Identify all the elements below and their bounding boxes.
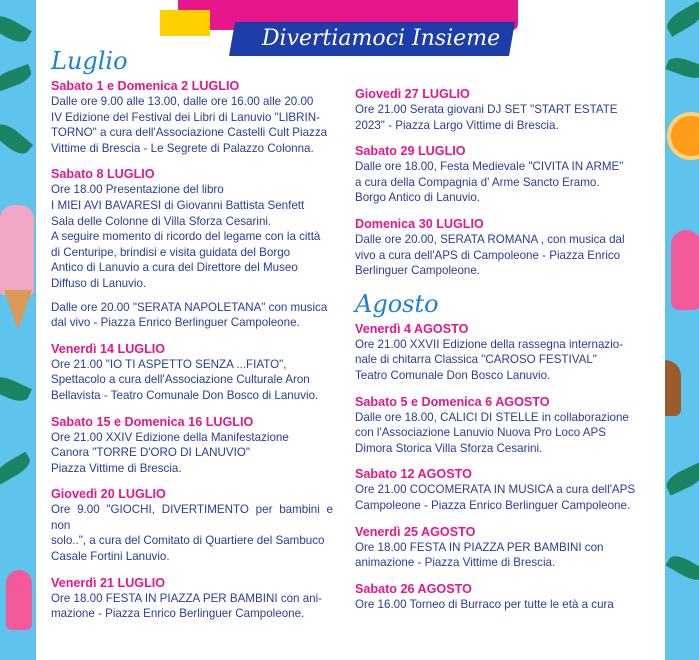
event-item bbox=[51, 166, 333, 330]
event-item bbox=[51, 341, 333, 404]
event-description-line: vivo a cura dell'APS di Campoleone - Piazza Enrico bbox=[355, 248, 621, 262]
event-description-line: Ore 21.00 Serata giovani DJ SET "START ESTATE bbox=[355, 103, 618, 116]
event-description-line: A seguire momento di ricordo del legame con la città bbox=[51, 230, 321, 244]
palm-leaf-icon bbox=[666, 552, 699, 585]
event-description-line: Teatro Comunale Don Bosco Lanuvio. bbox=[355, 368, 551, 382]
palm-leaf-icon bbox=[665, 462, 699, 495]
event-date: Sabato 8 LUGLIO bbox=[51, 167, 155, 182]
palm-leaf-icon bbox=[665, 1, 699, 37]
event-description-line: Bellavista - Teatro Comunale Don Bosco di Lanuvio. bbox=[51, 388, 319, 402]
event-description-line: Antico di Lanuvio a cura del Direttore del Museo bbox=[51, 261, 298, 275]
event-item bbox=[355, 524, 637, 571]
event-description-line: Dimora Storica Villa Sforza Cesarini. bbox=[355, 441, 543, 455]
popsicle-icon bbox=[665, 360, 681, 416]
palm-leaf-icon bbox=[0, 64, 34, 92]
event-date: Domenica 30 LUGLIO bbox=[355, 216, 484, 231]
event-description-line: Ore 21.00 "IO TI ASPETTO SENZA ...FIATO", bbox=[51, 357, 287, 371]
event-description-line: dal vivo - Piazza Enrico Berlinguer Campoleone. bbox=[51, 316, 300, 330]
event-description-line: Borgo Antico di Lanuvio. bbox=[355, 191, 481, 205]
event-date: Sabato 1 e Domenica 2 LUGLIO bbox=[51, 79, 240, 93]
event-description-line: Spettacolo a cura dell'Associazione Culturale Aron bbox=[51, 373, 310, 387]
event-item bbox=[51, 414, 333, 477]
event-list-august bbox=[355, 321, 637, 613]
event-description-line: Campoleone - Piazza Enrico Berlinguer Campoleone. bbox=[355, 498, 631, 512]
event-description-line: con l'Associazione Lanuvio Nuova Pro Loco APS bbox=[355, 426, 606, 440]
event-item bbox=[355, 581, 637, 613]
event-description-line: mazione - Piazza Enrico Berlinguer Campoleone. bbox=[51, 607, 305, 621]
event-date: Sabato 15 e Domenica 16 LUGLIO bbox=[51, 414, 254, 429]
event-description-line: Ore 9.00 "GIOCHI, DIVERTIMENTO per bambini e non bbox=[51, 503, 333, 532]
left-column bbox=[51, 44, 333, 632]
event-description-line: solo..", a cura del Comitato di Quartiere del Sambuco bbox=[51, 534, 325, 548]
event-date: Sabato 29 LUGLIO bbox=[355, 144, 466, 159]
event-description-line: Piazza Vittime di Brescia. bbox=[51, 461, 182, 475]
palm-leaf-icon bbox=[0, 372, 32, 405]
event-item bbox=[355, 143, 637, 206]
event-date: Venerdì 21 LUGLIO bbox=[51, 575, 166, 590]
event-description-line: nale di chitarra Classica "CAROSO FESTIVAL" bbox=[355, 353, 597, 367]
event-item bbox=[355, 86, 637, 133]
event-description-line: Dalle ore 18.00, Festa Medievale "CIVITA IN ARME" bbox=[355, 160, 624, 174]
event-description-line: animazione - Piazza Vittime di Brescia. bbox=[355, 556, 556, 570]
event-date: Giovedì 27 LUGLIO bbox=[355, 87, 470, 101]
event-description-line: Canora "TORRE D'ORO DI LANUVIO" bbox=[51, 446, 250, 460]
event-description-line: di Centuripe, brindisi e visita guidata del Borgo bbox=[51, 245, 291, 259]
palm-leaf-icon bbox=[0, 452, 33, 485]
month-heading-july: Luglio bbox=[51, 47, 128, 75]
event-date: Venerdì 4 AGOSTO bbox=[355, 321, 469, 336]
event-item bbox=[355, 466, 637, 513]
event-item bbox=[355, 394, 637, 457]
palm-leaf-icon bbox=[665, 54, 699, 82]
orange-slice-icon bbox=[667, 112, 699, 160]
event-description-line: Ore 21.00 XXVII Edizione della rassegna internazio- bbox=[355, 337, 624, 351]
event-description-line: IV Edizione del Festival dei Libri di Lanuvio "LIBRIN- bbox=[51, 110, 320, 124]
event-item bbox=[355, 216, 637, 279]
event-item bbox=[51, 78, 333, 156]
event-date: Sabato 26 AGOSTO bbox=[355, 581, 472, 596]
event-description-line: 2023" - Piazza Largo Vittime di Brescia. bbox=[355, 118, 559, 132]
ice-cream-cone-icon bbox=[4, 290, 32, 330]
event-description-line: Ore 21.00 COCOMERATA IN MUSICA a cura dell'APS bbox=[355, 483, 636, 497]
flamingo-icon bbox=[671, 230, 699, 310]
event-description-line: Sala delle Colonne di Villa Sforza Cesarini. bbox=[51, 214, 272, 228]
event-description-line: I MIEI AVI BAVARESI di Giovanni Battista Senfett bbox=[51, 198, 305, 212]
event-description-line: Ore 18.00 FESTA IN PIAZZA PER BAMBINI con ani- bbox=[51, 591, 323, 605]
logo-yellow-shape bbox=[160, 10, 210, 36]
event-description-line bbox=[51, 292, 333, 300]
event-date: Sabato 5 e Domenica 6 AGOSTO bbox=[355, 394, 550, 409]
event-description-line: Ore 18.00 Presentazione del libro bbox=[51, 183, 224, 197]
event-description-line: TORNO" a cura dell'Associazione Castelli Cult Piazza bbox=[51, 126, 328, 140]
event-description-line: Dalle ore 18.00, CALICI DI STELLE in collaborazione bbox=[355, 410, 629, 424]
left-decorative-border bbox=[0, 0, 36, 660]
event-date: Venerdì 14 LUGLIO bbox=[51, 341, 166, 356]
event-description-line: Vittime di Brescia - Le Segrete di Palazzo Colonna. bbox=[51, 141, 314, 155]
event-description-line: Ore 18.00 FESTA IN PIAZZA PER BAMBINI con bbox=[355, 540, 604, 554]
flamingo-icon bbox=[6, 570, 32, 630]
event-date: Giovedì 20 LUGLIO bbox=[51, 487, 166, 502]
event-description-line: Dalle ore 20.00, SERATA ROMANA , con musica dal bbox=[355, 232, 625, 246]
month-heading-august: Agosto bbox=[355, 289, 439, 318]
right-decorative-border bbox=[665, 0, 699, 660]
event-description-line: Berlinguer Campoleone. bbox=[355, 264, 481, 278]
event-description-line: Casale Fortini Lanuvio. bbox=[51, 550, 170, 564]
event-description-line: Dalle ore 20.00 "SERATA NAPOLETANA" con musica bbox=[51, 300, 328, 314]
ice-cream-icon bbox=[0, 205, 34, 295]
event-list-july-continued bbox=[355, 86, 637, 279]
event-description-line: Ore 21.00 XXIV Edizione della Manifestazione bbox=[51, 430, 289, 444]
palm-leaf-icon bbox=[0, 119, 33, 159]
event-date: Venerdì 25 AGOSTO bbox=[355, 524, 476, 539]
event-description-line: Dalle ore 9.00 alle 13.00, dalle ore 16.00 alle 20.00 bbox=[51, 95, 314, 108]
subtitle: Divertiamoci Insieme bbox=[261, 26, 501, 51]
event-item bbox=[51, 575, 333, 622]
palm-leaf-icon bbox=[0, 11, 32, 47]
event-item bbox=[355, 321, 637, 384]
event-description-line: Ore 16.00 Torneo di Burraco per tutte le età a cura bbox=[355, 597, 614, 611]
event-list-july bbox=[51, 78, 333, 622]
event-item bbox=[51, 486, 333, 564]
event-date: Sabato 12 AGOSTO bbox=[355, 467, 472, 482]
event-description-line: a cura della Compagnia d' Arme Sancto Eramo. bbox=[355, 175, 600, 189]
event-description-line: Diffuso di Lanuvio. bbox=[51, 276, 147, 290]
right-column bbox=[355, 86, 637, 622]
